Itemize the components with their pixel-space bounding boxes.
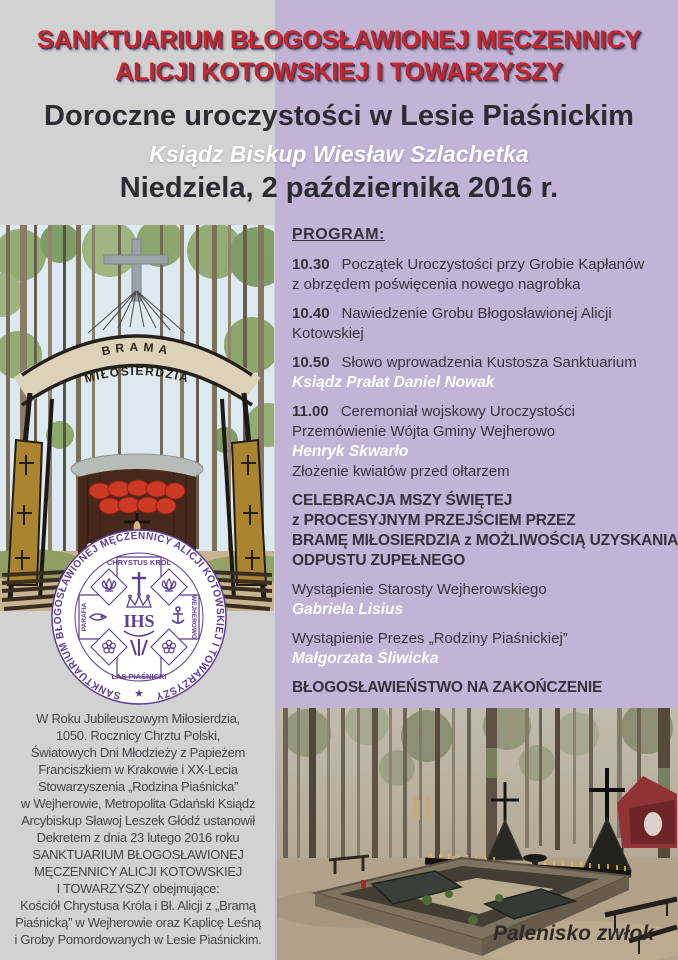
speaker-name: Henryk Skwarło xyxy=(292,443,409,460)
program-item-1050 xyxy=(292,353,672,393)
memorial-photo xyxy=(277,708,678,960)
decree-line: SANKTUARIUM BŁOGOSŁAWIONEJ xyxy=(32,847,244,862)
program-item-1040 xyxy=(292,304,672,344)
seal-label-right: WEJHEROWO xyxy=(190,594,197,640)
celebration-line: z PROCESYJNYM PRZEJŚCIEM PRZEZ xyxy=(292,512,576,529)
program-text: Słowo wprowadzenia Kustosza Sanktuarium xyxy=(341,354,637,371)
sanctuary-seal xyxy=(50,528,228,706)
event-date: Niedziela, 2 października 2016 r. xyxy=(119,172,559,204)
decree-line: Arcybiskup Sławoj Leszek Głódź ustanowił xyxy=(21,813,255,828)
gate-sign-line2: MIŁOSIERDZIA xyxy=(82,363,192,386)
decree-line: Dekretem z dnia 23 lutego 2016 roku xyxy=(36,830,240,845)
program-time: 10.40 xyxy=(292,305,330,322)
seal-label-top: CHRYSTUS KRÓL xyxy=(106,558,172,567)
celebration-block xyxy=(292,491,678,571)
speech-prezes xyxy=(292,629,672,669)
program-time: 11.00 xyxy=(292,403,329,420)
decree-line: Piaśnicką” w Wejherowie oraz Kaplicę Leśną xyxy=(15,915,261,930)
program-text: Złożenie kwiatów przed ołtarzem xyxy=(292,463,510,480)
ihs-monogram: IHS xyxy=(123,611,155,631)
program-text: Ceremoniał wojskowy Uroczystości xyxy=(340,403,575,420)
celebration-line: BRAMĘ MIŁOSIERDZIA z MOŻLIWOŚCIĄ UZYSKANIA xyxy=(292,532,678,549)
gate-sign-line1: BRAMA xyxy=(100,339,174,359)
seal-ring-text: SANKTUARIUM BŁOGOSŁAWIONEJ MĘCZENNICY ALICJI KOTOWSKIEJ I TOWARZYSZY xyxy=(51,529,227,703)
decree-line: Stowarzyszenia „Rodzina Piaśnicka” xyxy=(37,779,239,794)
poster-subtitle: Doroczne uroczystości w Lesie Piaśnickim xyxy=(44,100,634,132)
decree-line: W Roku Jubileuszowym Miłosierdzia, xyxy=(36,711,240,726)
program-text: Nawiedzenie Grobu Błogosławionej Alicji xyxy=(341,305,612,322)
decree-line: I TOWARZYSZY obejmujące: xyxy=(56,881,220,896)
decree-line: 1050. Rocznicy Chrztu Polski, xyxy=(56,728,220,743)
speech-starosta xyxy=(292,580,672,620)
decree-line: Kościół Chrystusa Króla i Bł. Alicji z „Bramą xyxy=(20,898,256,913)
poster-title-line1: SANKTUARIUM BŁOGOSŁAWIONEJ MĘCZENNICY xyxy=(36,26,642,54)
celebration-line: CELEBRACJA MSZY ŚWIĘTEJ xyxy=(292,492,513,509)
program-text: Przemówienie Wójta Gminy Wejherowo xyxy=(292,423,556,440)
seal-star-icon: ★ xyxy=(134,688,144,700)
speaker-name: Ksiądz Prałat Daniel Nowak xyxy=(292,374,495,391)
celebrant-name: Ksiądz Biskup Wiesław Szlachetka xyxy=(149,141,529,167)
program-item-1100 xyxy=(292,402,672,482)
program-time: 10.50 xyxy=(292,354,330,371)
speaker-name: Małgorzata Śliwicka xyxy=(292,650,439,667)
poster-title-line2: ALICJI KOTOWSKIEJ I TOWARZYSZY xyxy=(115,58,563,86)
decree-line: Światowych Dni Młodzieży z Papieżem xyxy=(30,745,246,760)
celebration-line: ODPUSTU ZUPEŁNEGO xyxy=(292,552,466,569)
seal-label-left: PARAFIA xyxy=(81,602,88,632)
decree-line: MĘCZENNICY ALICJI KOTOWSKIEJ xyxy=(34,864,242,879)
program-text: z obrzędem poświęcenia nowego nagrobka xyxy=(292,276,581,293)
speech-text: Wystąpienie Starosty Wejherowskiego xyxy=(292,581,547,598)
decree-line: Franciszkiem w Krakowie i XX-Lecia xyxy=(38,762,238,777)
decree-line: i Groby Pomordowanych w Lesie Piaśnickim. xyxy=(14,932,262,947)
memorial-caption: Palenisko zwłok xyxy=(492,922,654,945)
speech-text: Wystąpienie Prezes „Rodziny Piaśnickiej” xyxy=(292,630,568,647)
program-section xyxy=(292,226,678,698)
speaker-name: Gabriela Lisius xyxy=(292,601,404,618)
program-text: Kotowskiej xyxy=(292,325,364,342)
decree-text xyxy=(8,710,268,948)
program-heading: PROGRAM: xyxy=(292,226,385,243)
program-time: 10.30 xyxy=(292,256,330,273)
decree-line: w Wejherowie, Metropolita Gdański Ksiądz xyxy=(20,796,256,811)
closing-blessing: BŁOGOSŁAWIEŃSTWO NA ZAKOŃCZENIE xyxy=(292,679,603,696)
seal-label-bottom: LAS PIAŚNICKI xyxy=(111,672,167,681)
program-text: Początek Uroczystości przy Grobie Kapłanów xyxy=(341,256,645,273)
program-item-1030 xyxy=(292,255,672,295)
